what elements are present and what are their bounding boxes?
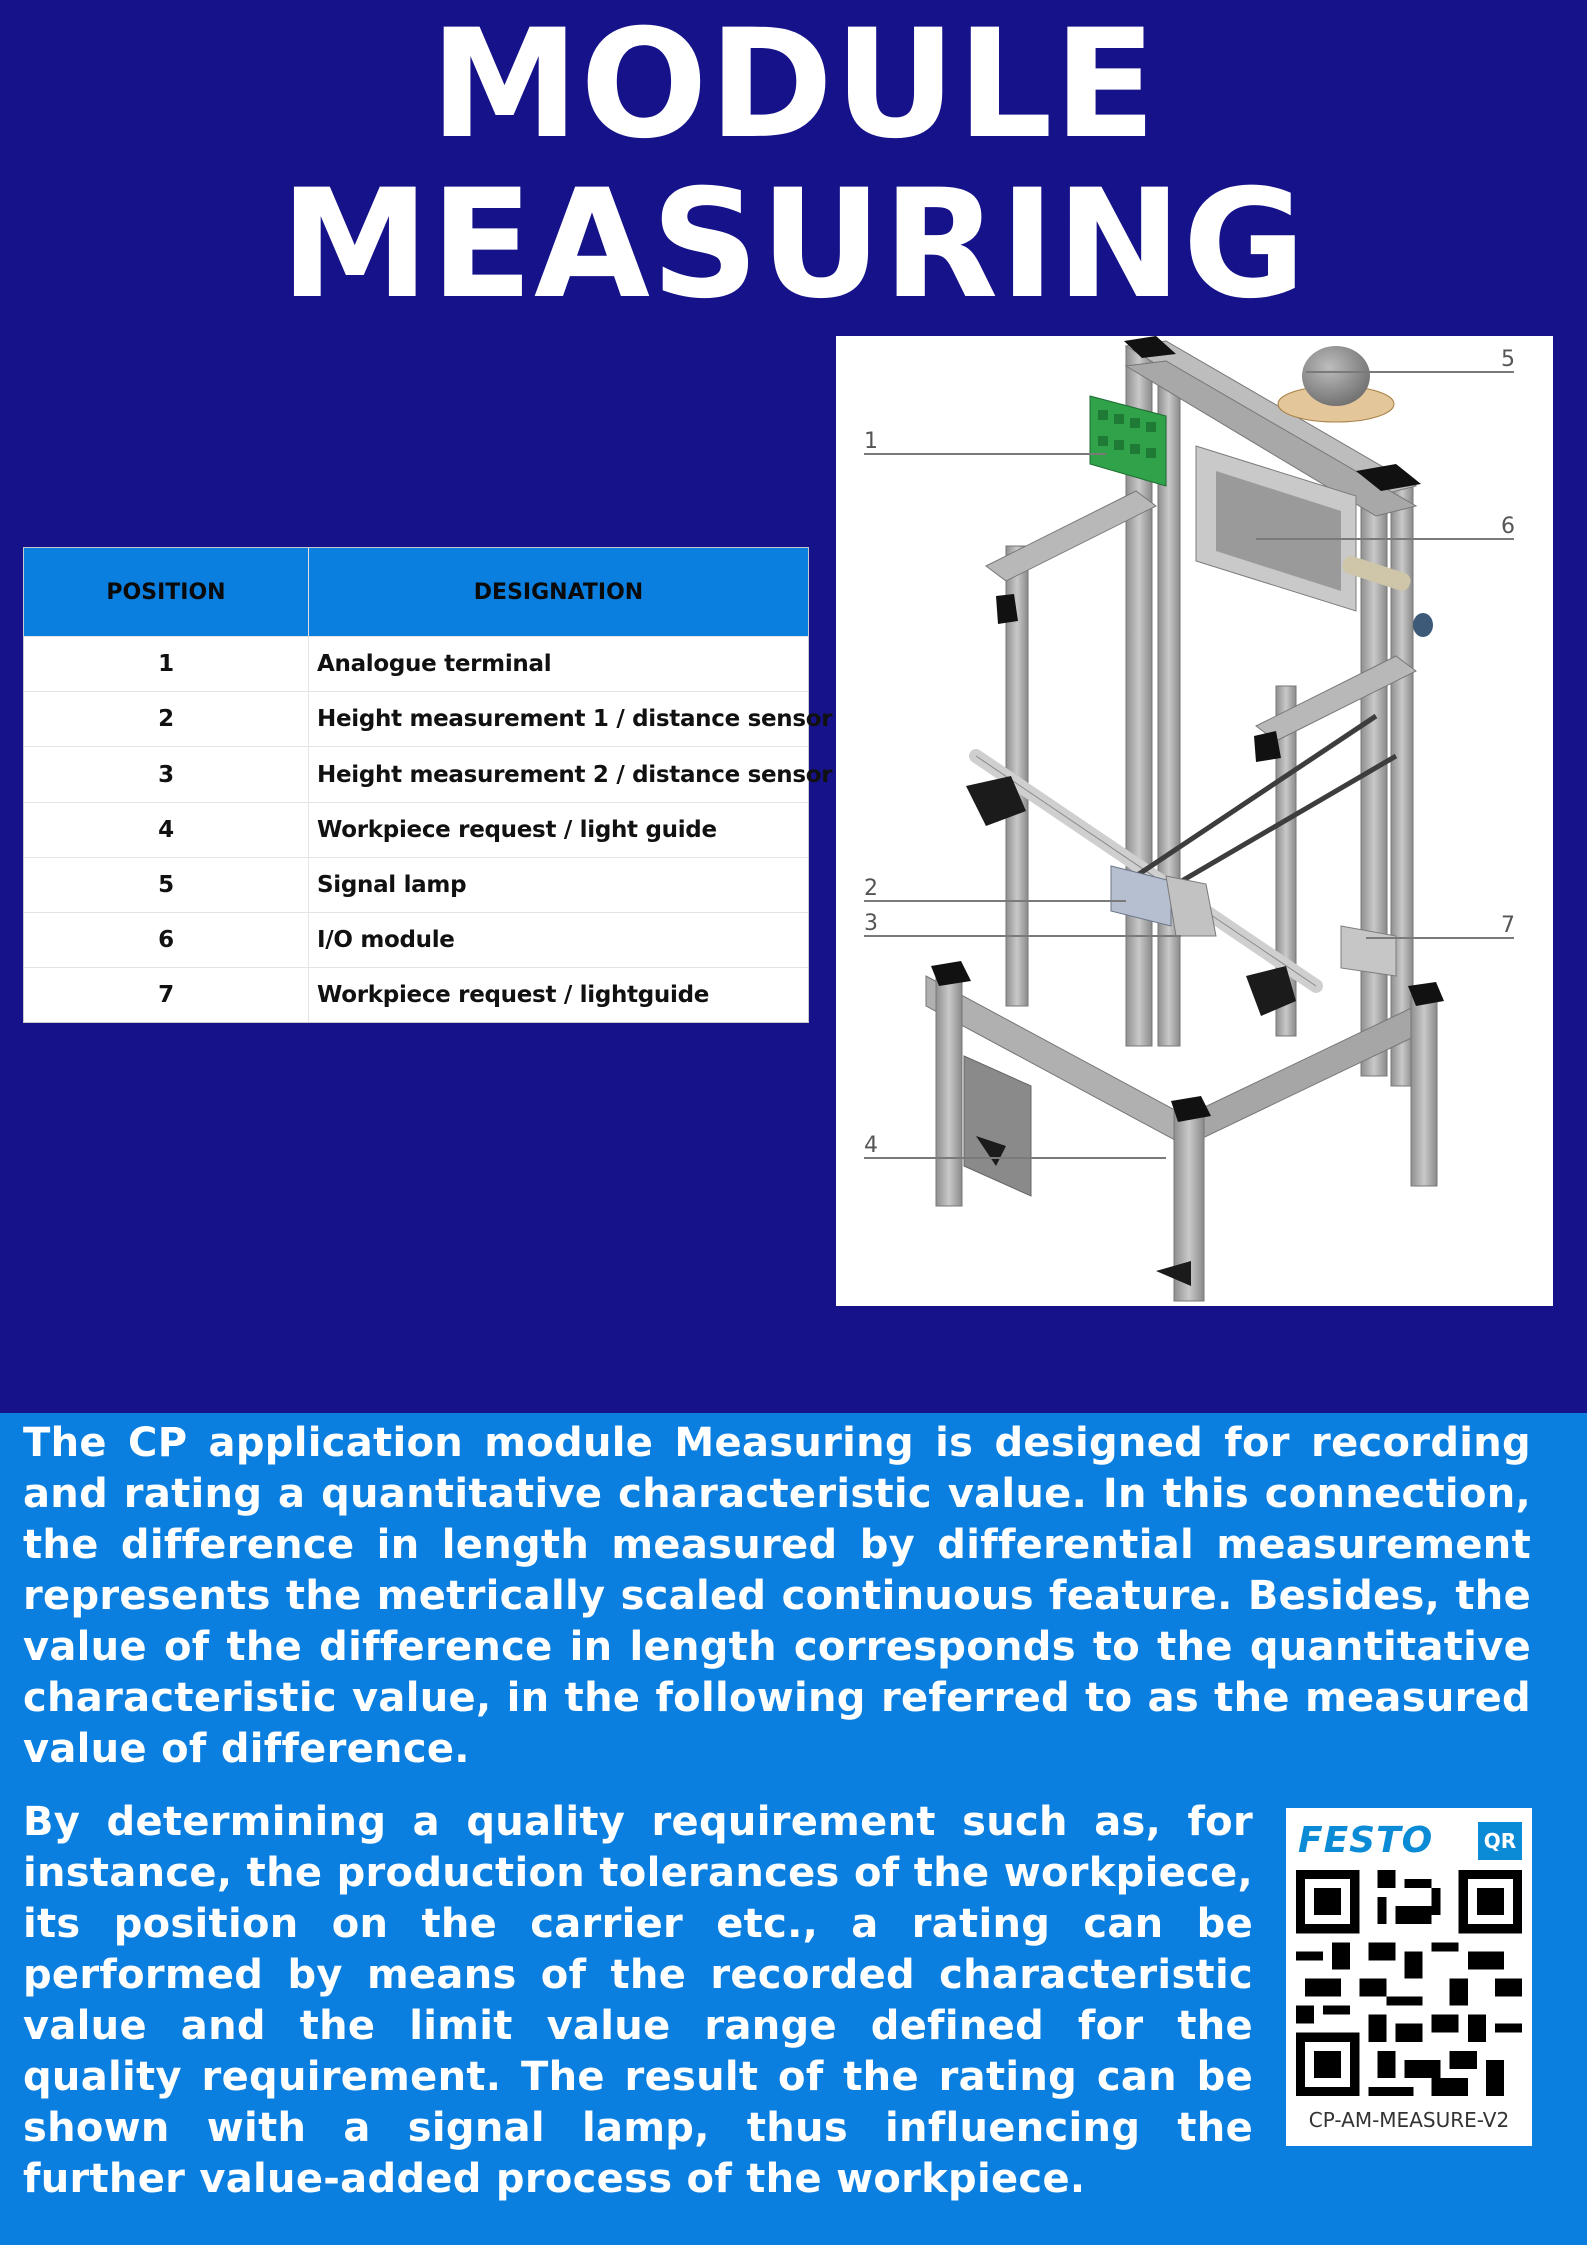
description-paragraph-1: The CP application module Measuring is designed for recording and rating a quantitative characteristic value. In this connection, the difference in length measured by differential measurement represents the metrically scaled continuous feature. Besides, the value of the difference in length corresponds to the quantitative characteristic value, in the following referred to as the measured value of difference.: [23, 1420, 1531, 1772]
table-row: [24, 913, 808, 968]
cell-position: 2: [24, 692, 309, 747]
table-row: [24, 692, 808, 747]
callout-5: 5: [1501, 347, 1515, 372]
table-row: [24, 802, 808, 857]
cell-position: 5: [24, 857, 309, 912]
column-header-position: POSITION: [24, 548, 309, 637]
qr-card[interactable]: [1286, 1808, 1532, 2146]
cell-designation: I/O module: [309, 913, 809, 968]
cell-designation: Workpiece request / light guide: [309, 802, 809, 857]
cell-position: 3: [24, 747, 309, 802]
cell-designation: Height measurement 1 / distance sensor: [309, 692, 809, 747]
qr-code-icon: [1296, 1868, 1522, 2098]
qr-caption: CP-AM-MEASURE-V2: [1308, 2108, 1510, 2132]
description-paragraph-2: By determining a quality requirement such as, for instance, the production tolerances of the workpiece, its position on the carrier etc., a rating can be performed by means of the recorded characteristic value and the limit value range defined for the quality requirement. The result of the rating can be shown with a signal lamp, thus influencing the further value-added process of the workpiece.: [23, 1799, 1253, 2202]
callout-2: 2: [864, 876, 878, 901]
cell-designation: Workpiece request / lightguide: [309, 968, 809, 1022]
qr-badge: QR: [1478, 1822, 1522, 1860]
cell-position: 7: [24, 968, 309, 1022]
cell-position: 4: [24, 802, 309, 857]
table-row: [24, 968, 808, 1022]
title-line-1: MODULE: [429, 0, 1158, 172]
title-line-2: MEASURING: [280, 158, 1307, 332]
cell-designation: Height measurement 2 / distance sensor: [309, 747, 809, 802]
table-row: [24, 857, 808, 912]
festo-logo: FESTO: [1298, 1820, 1434, 1861]
module-illustration: [836, 336, 1553, 1306]
position-table: [23, 547, 833, 1023]
module-drawing: [836, 336, 1553, 1306]
table-row: [24, 637, 808, 692]
callout-6: 6: [1501, 514, 1515, 539]
callout-3: 3: [864, 911, 878, 936]
table-row: [24, 747, 808, 802]
cell-designation: Signal lamp: [309, 857, 809, 912]
callout-4: 4: [864, 1133, 878, 1158]
cell-position: 1: [24, 637, 309, 692]
column-header-designation: DESIGNATION: [309, 548, 809, 637]
callout-1: 1: [864, 429, 878, 454]
cell-designation: Analogue terminal: [309, 637, 809, 692]
callout-7: 7: [1501, 913, 1515, 938]
cell-position: 6: [24, 913, 309, 968]
table-header-row: [24, 548, 808, 637]
